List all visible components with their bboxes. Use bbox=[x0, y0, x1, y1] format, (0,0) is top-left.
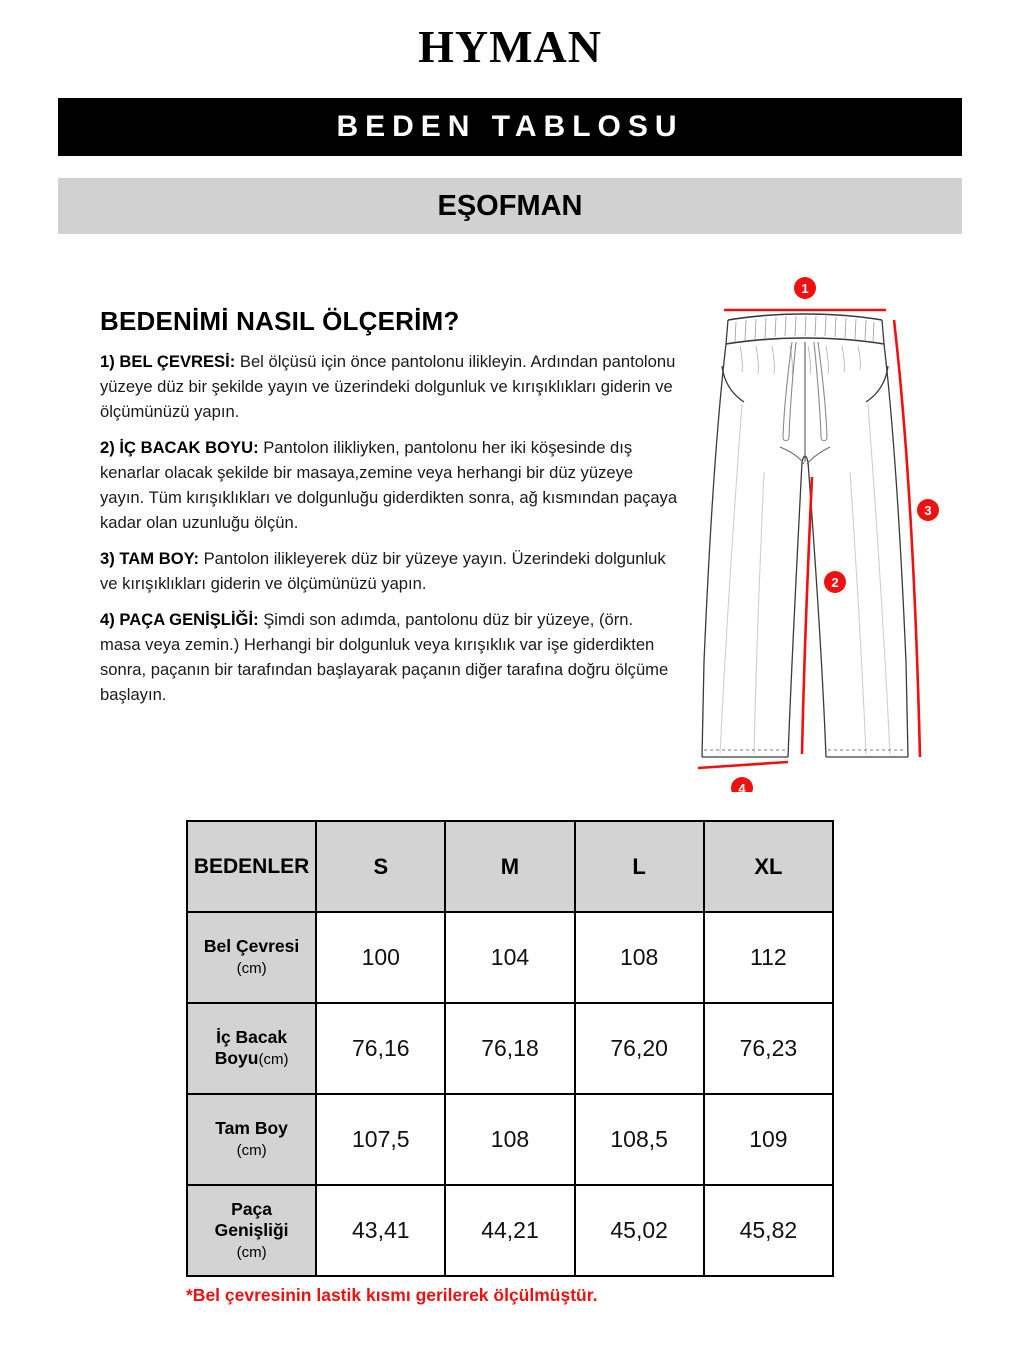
row-label-tam-boy bbox=[187, 1094, 316, 1185]
measurement-markers bbox=[731, 277, 939, 792]
instruction-2-term: İÇ BACAK BOYU: bbox=[119, 438, 259, 457]
pants-outline-icon bbox=[702, 314, 908, 757]
instruction-1-text: Bel ölçüsü için önce pantolonu ilikleyin. Ardından pantolonu yüzeye düz bir şekilde yayın ve üzerindeki dolgunluk ve kırışıklıkları giderin ve ölçümünüzü yapın. bbox=[100, 352, 676, 421]
column-header-sizes: BEDENLER bbox=[187, 821, 316, 912]
size-table bbox=[186, 820, 834, 1277]
instruction-4-text: Şimdi son adımda, pantolonu düz bir yüzeye, (örn. masa veya zemin.) Herhangi bir dolgunluk veya kırışıklık var işe giderdikten sonra, paçanın bir tarafından başlayarak paçanın diğer tarafına doğru ölçüme başlayın. bbox=[100, 610, 669, 704]
cell-bel-cevresi-s: 100 bbox=[316, 912, 445, 1003]
column-header-m: M bbox=[445, 821, 574, 912]
page-title: BEDEN TABLOSU bbox=[336, 110, 684, 143]
svg-text:4: 4 bbox=[738, 781, 746, 792]
instruction-4-number: 4) bbox=[100, 610, 115, 629]
column-header-s: S bbox=[316, 821, 445, 912]
cell-bel-cevresi-m: 104 bbox=[445, 912, 574, 1003]
footnote: *Bel çevresinin lastik kısmı gerilerek ölçülmüştür. bbox=[186, 1285, 598, 1305]
cell-tam-boy-xl: 109 bbox=[704, 1094, 833, 1185]
sweatpants-diagram bbox=[680, 262, 970, 792]
cell-ic-bacak-l: 76,20 bbox=[575, 1003, 704, 1094]
marker-2 bbox=[824, 571, 846, 593]
instruction-3-text: Pantolon ilikleyerek düz bir yüzeye yayın. Üzerindeki dolgunluk ve kırışıklıkları giderin ve ölçümünüzü yapın. bbox=[100, 549, 666, 593]
table-row bbox=[187, 1185, 833, 1276]
row-label-text: Bel Çevresi bbox=[203, 936, 300, 956]
table-row bbox=[187, 1094, 833, 1185]
cell-tam-boy-m: 108 bbox=[445, 1094, 574, 1185]
instruction-4-term: PAÇA GENİŞLİĞİ: bbox=[119, 610, 259, 629]
table-row bbox=[187, 1003, 833, 1094]
instruction-item-1 bbox=[100, 349, 678, 424]
cell-bel-cevresi-xl: 112 bbox=[704, 912, 833, 1003]
cell-ic-bacak-s: 76,16 bbox=[316, 1003, 445, 1094]
cell-paca-m: 44,21 bbox=[445, 1185, 574, 1276]
row-label-bel-cevresi bbox=[187, 912, 316, 1003]
column-header-l: L bbox=[575, 821, 704, 912]
row-label-paca-genisligi bbox=[187, 1185, 316, 1276]
cell-tam-boy-l: 108,5 bbox=[575, 1094, 704, 1185]
cell-paca-s: 43,41 bbox=[316, 1185, 445, 1276]
svg-text:3: 3 bbox=[924, 503, 932, 518]
cell-paca-l: 45,02 bbox=[575, 1185, 704, 1276]
instructions-heading: BEDENİMİ NASIL ÖLÇERİM? bbox=[100, 306, 460, 336]
marker-4 bbox=[731, 777, 753, 792]
svg-text:2: 2 bbox=[831, 575, 839, 590]
marker-1 bbox=[794, 277, 816, 299]
instruction-3-number: 3) bbox=[100, 549, 115, 568]
table-row bbox=[187, 912, 833, 1003]
row-label-text: Tam Boy bbox=[215, 1118, 288, 1138]
instruction-1-number: 1) bbox=[100, 352, 115, 371]
row-label-ic-bacak-boyu bbox=[187, 1003, 316, 1094]
instruction-1-term: BEL ÇEVRESİ: bbox=[119, 352, 236, 371]
row-label-unit: (cm) bbox=[258, 1051, 289, 1068]
row-label-text-line1: İç Bacak bbox=[216, 1027, 288, 1047]
cell-bel-cevresi-l: 108 bbox=[575, 912, 704, 1003]
row-label-text-line2: Boyu bbox=[214, 1048, 259, 1068]
cell-ic-bacak-m: 76,18 bbox=[445, 1003, 574, 1094]
subtitle-bar bbox=[58, 178, 962, 234]
instruction-item-2 bbox=[100, 435, 678, 535]
instruction-item-4 bbox=[100, 607, 678, 707]
cell-tam-boy-s: 107,5 bbox=[316, 1094, 445, 1185]
marker-3 bbox=[917, 499, 939, 521]
title-bar bbox=[58, 98, 962, 156]
measure-line-leg-opening bbox=[698, 762, 788, 768]
table-header-row bbox=[187, 821, 833, 912]
instruction-item-3 bbox=[100, 546, 678, 596]
row-label-text: Paça Genişliği bbox=[214, 1198, 289, 1240]
row-label-unit: (cm) bbox=[236, 1243, 267, 1261]
column-header-xl: XL bbox=[704, 821, 833, 912]
cell-paca-xl: 45,82 bbox=[704, 1185, 833, 1276]
instruction-2-text: Pantolon ilikliyken, pantolonu her iki köşesinde dış kenarlar olacak şekilde bir masaya,zemine veya herhangi bir düz yüzeye yayın. Tüm kırışıklıkları ve dolgunluğu giderdikten sonra, ağ kısmından paçaya kadar olan uzunluğu ölçün. bbox=[100, 438, 678, 532]
instructions-section bbox=[100, 306, 678, 718]
row-label-unit: (cm) bbox=[236, 1142, 267, 1159]
svg-text:1: 1 bbox=[801, 281, 809, 296]
instruction-3-term: TAM BOY: bbox=[119, 549, 199, 568]
product-category-title: EŞOFMAN bbox=[437, 189, 583, 222]
instruction-2-number: 2) bbox=[100, 438, 115, 457]
cell-ic-bacak-xl: 76,23 bbox=[704, 1003, 833, 1094]
row-label-unit: (cm) bbox=[236, 960, 267, 977]
measure-line-inseam bbox=[802, 477, 812, 754]
brand-logo: HYMAN bbox=[418, 21, 602, 72]
